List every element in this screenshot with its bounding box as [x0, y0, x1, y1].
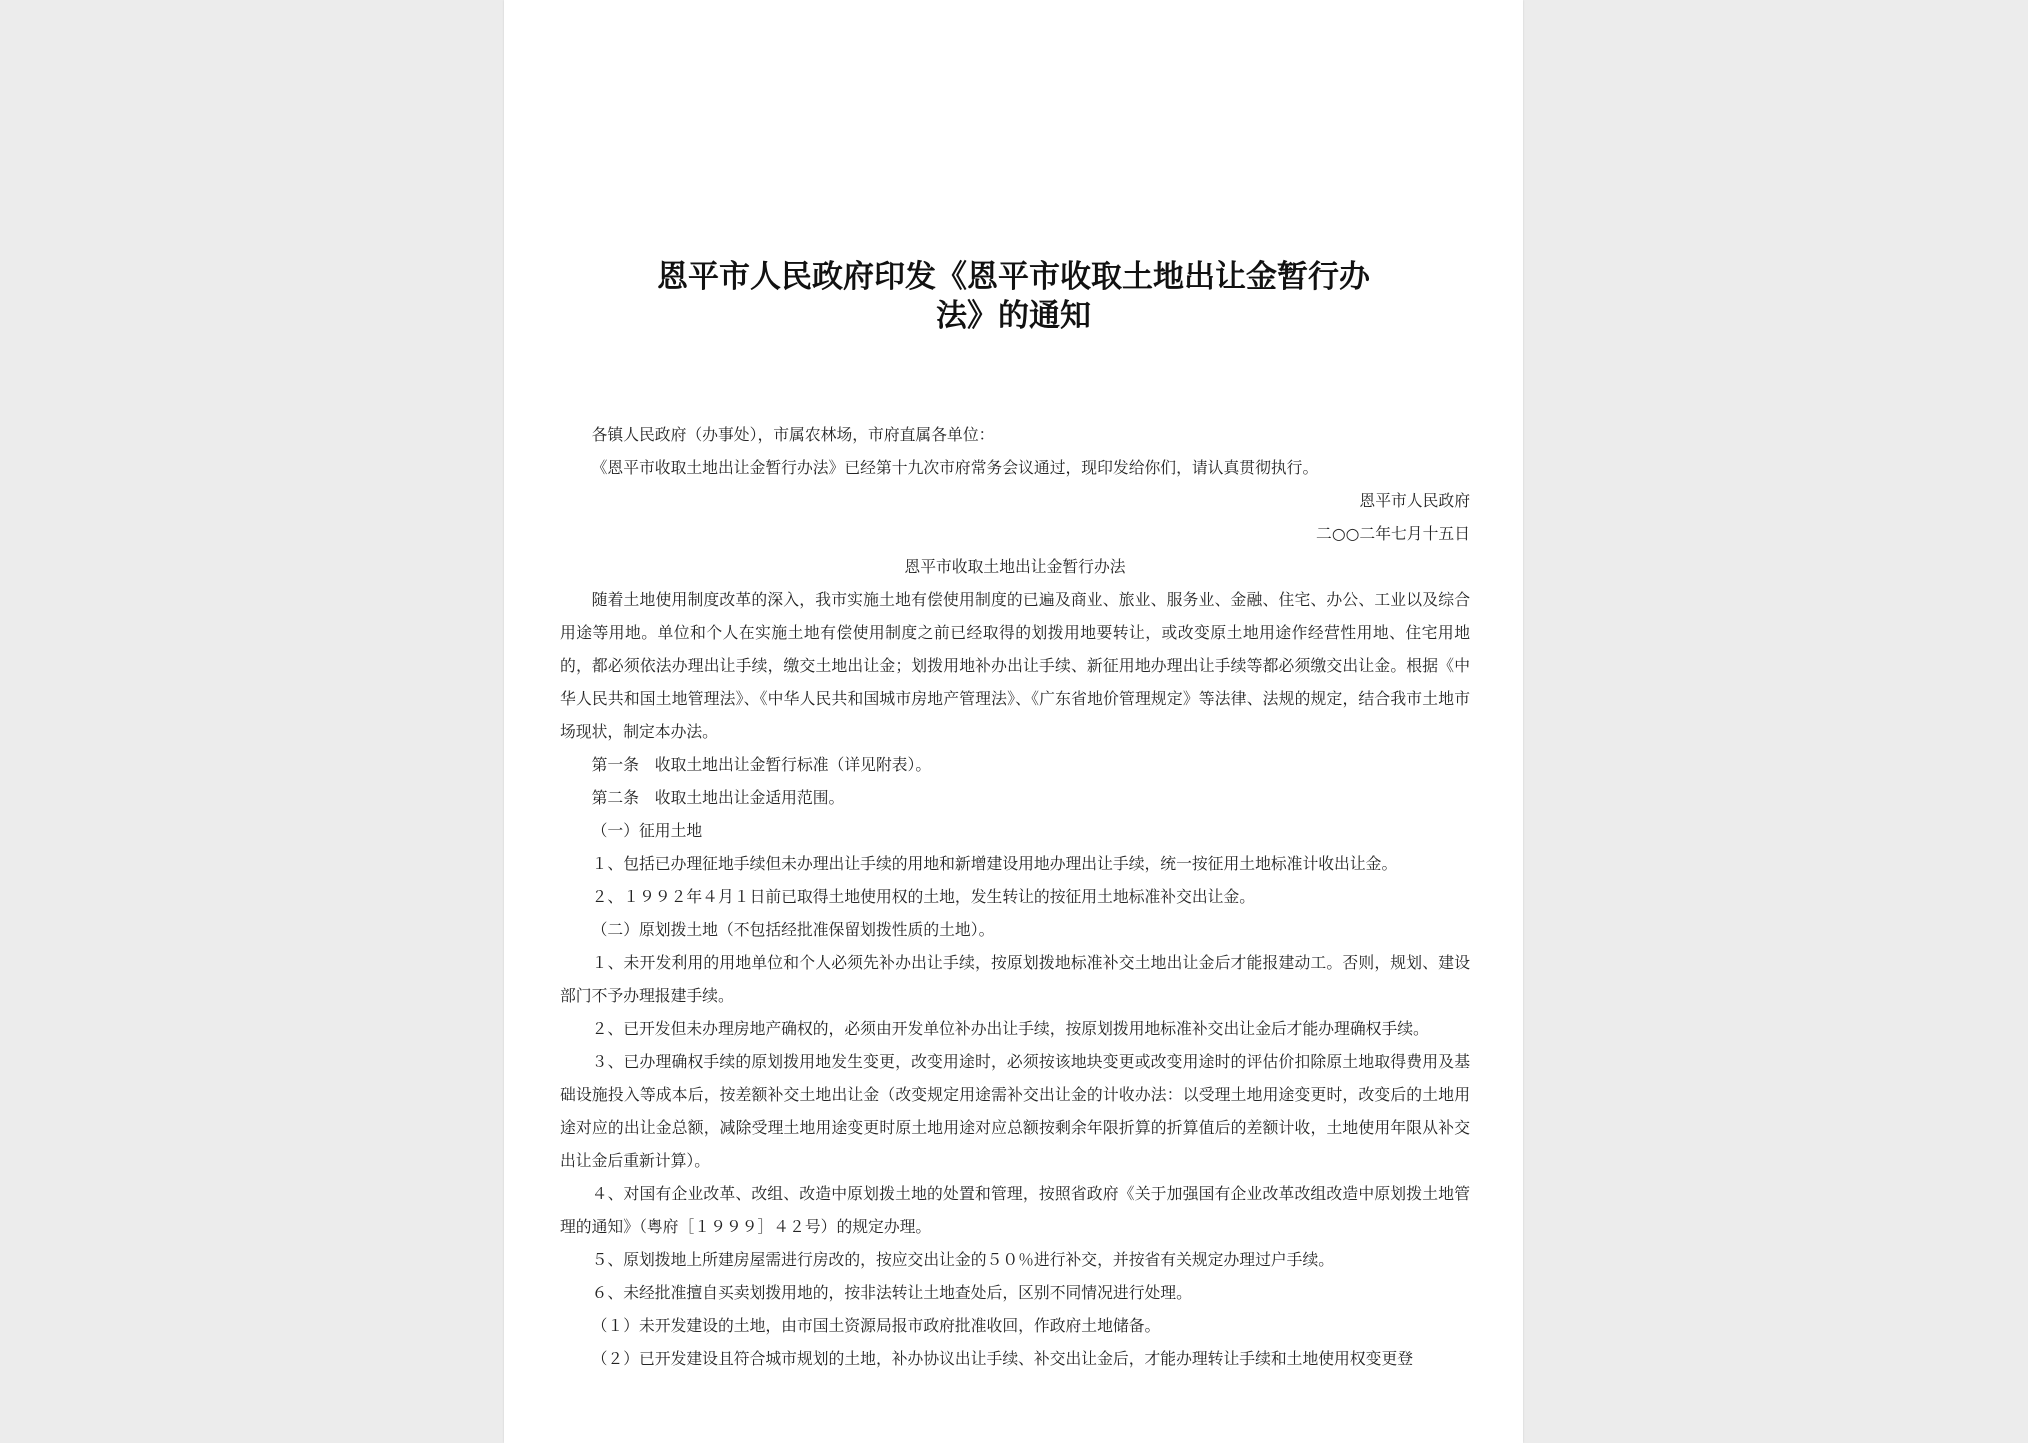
paragraph-item: ２、已开发但未办理房地产确权的，必须由开发单位补办出让手续，按原划拨用地标准补交出让金后才能办理确权手续。: [591, 1019, 1429, 1038]
issue-date: 二○○二年七月十五日: [1316, 524, 1470, 543]
paragraph-item: ４、对国有企业改革、改组、改造中原划拨土地的处置和管理，按照省政府《关于加强国有企业改革改组改造中原划拨土地管理的通知》（粤府［１９９９］４２号）的规定办理。: [560, 1184, 1470, 1236]
title-line-1: 恩平市人民政府印发《恩平市收取土地出让金暂行办: [657, 259, 1370, 295]
paragraph-item: １、未开发利用的用地单位和个人必须先补办出让手续，按原划拨地标准补交土地出让金后才能报建动工。否则，规划、建设部门不予办理报建手续。: [560, 953, 1470, 1005]
intro-paragraph: 《恩平市收取土地出让金暂行办法》已经第十九次市府常务会议通过，现印发给你们，请认真贯彻执行。: [591, 458, 1319, 477]
paragraph-item: ３、已办理确权手续的原划拨用地发生变更，改变用途时，必须按该地块变更或改变用途时的评估价扣除原土地取得费用及基础设施投入等成本后，按差额补交土地出让金（改变规定用途需补交出让金的计收办法：以受理土地用途变更时，改变后的土地用途对应的出让金总额，减除受理土地用途变更时原土地用途对应总额按剩余年限折算的折算值后的差额计收，土地使用年限从补交出让金后重新计算）。: [560, 1052, 1470, 1170]
paragraph-item: ２、１９９２年４月１日前已取得土地使用权的土地，发生转让的按征用土地标准补交出让金。: [591, 887, 1256, 906]
addressee: 各镇人民政府（办事处），市属农林场，市府直属各单位：: [591, 425, 995, 444]
paragraph-item: １、包括已办理征地手续但未办理出让手续的用地和新增建设用地办理出让手续，统一按征用土地标准计收出让金。: [591, 854, 1398, 873]
paragraph-section-2: （二）原划拨土地（不包括经批准保留划拨性质的土地）。: [591, 920, 995, 939]
paragraph-section-1: （一）征用土地: [591, 821, 703, 840]
document-page: [504, 0, 1523, 1443]
measures-subtitle: 恩平市收取土地出让金暂行办法: [904, 557, 1126, 576]
document-body: [560, 418, 1470, 1375]
paragraph-preamble: 随着土地使用制度改革的深入，我市实施土地有偿使用制度的已遍及商业、旅业、服务业、金融、住宅、办公、工业以及综合用途等用地。单位和个人在实施土地有偿使用制度之前已经取得的划拨用地要转让，或改变原土地用途作经营性用地、住宅用地的，都必须依法办理出让手续，缴交土地出让金；划拨用地补办出让手续、新征用地办理出让手续等都必须缴交出让金。根据《中华人民共和国土地管理法》、《中华人民共和国城市房地产管理法》、《广东省地价管理规定》等法律、法规的规定，结合我市土地市场现状，制定本办法。: [560, 590, 1470, 741]
paragraph-subitem: （１）未开发建设的土地，由市国土资源局报市政府批准收回，作政府土地储备。: [591, 1316, 1161, 1335]
title-line-2: 法》的通知: [936, 298, 1091, 334]
paragraph-subitem: （２）已开发建设且符合城市规划的土地，补办协议出让手续、补交出让金后，才能办理转让手续和土地使用权变更登: [591, 1349, 1414, 1368]
document-title: [504, 258, 1523, 336]
paragraph-item: ５、原划拨地上所建房屋需进行房改的，按应交出让金的５０％进行补交，并按省有关规定办理过户手续。: [591, 1250, 1335, 1269]
issuer: 恩平市人民政府: [1359, 491, 1470, 510]
paragraph-article-2: 第二条 收取土地出让金适用范围。: [591, 788, 845, 807]
paragraph-item: ６、未经批准擅自买卖划拨用地的，按非法转让土地查处后，区别不同情况进行处理。: [591, 1283, 1192, 1302]
paragraph-article-1: 第一条 收取土地出让金暂行标准（详见附表）。: [591, 755, 932, 774]
